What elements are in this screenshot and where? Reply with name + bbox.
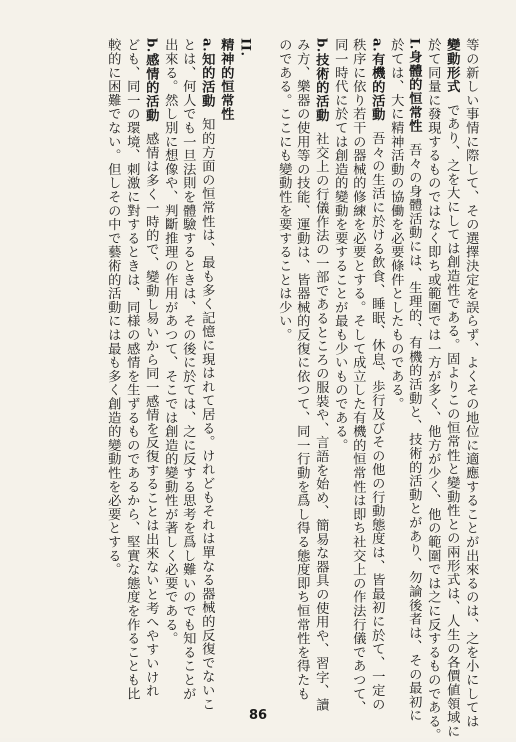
column-text: 較的に困難でない。但しその中で藝術的活動には最も多く創造的變動性を必要とする。: [105, 38, 121, 577]
column-text: 等の新しい事情に際して、その選擇決定を誤らず、よくその地位に適應することが出來るのは、之を小にしては: [463, 38, 479, 728]
column-text: 社交上の行儀作法の一部であるところの服裝や、言語を始め、簡易な器具の使用や、習字、讀: [313, 131, 329, 712]
section-heading: a.有機的活動: [369, 38, 385, 122]
column-text: とは、何人でも一旦法則を體驗するときは、その後に於ては、之に反する思考を爲し難いのでも知ることが: [180, 38, 196, 701]
text-column: [425, 38, 441, 742]
column-text: 出來る。然し別に想像や、判斷推理の作用があつて、そこでは創造的變動性が著しく必要である。: [162, 38, 178, 646]
text-column: [143, 38, 159, 698]
section-heading: 變動形式: [444, 38, 460, 94]
text-column: [199, 38, 215, 711]
text-column: [406, 38, 422, 723]
column-text: であり、之を大にしては創造性である。固よりこの恒常性と變動性との兩形式は、人生の各價値領域に: [444, 103, 460, 739]
text-column: [294, 38, 310, 701]
column-text: 於ては、大に精神活動の協働を必要條件としたものである。: [388, 38, 404, 411]
section-heading: I.身體的恒常性: [406, 38, 422, 133]
column-text: 秩序に依り若干の器械的修練を必要とする。そして成立した有機的恒常性は即ち社交上の作法行儀であつて、: [350, 38, 366, 715]
text-column: [463, 38, 479, 728]
text-column: [277, 38, 290, 688]
column-text: 於て同量に發現するものではなく即ち或範圍では一方が多く、他方が少く、他の範圍では之に反するものである。: [425, 38, 441, 742]
text-column: [124, 38, 140, 701]
section-heading: a.知的活動: [199, 38, 215, 108]
column-text: のである。ここにも變動性を要することは少い。: [276, 38, 292, 342]
text-column: [350, 38, 366, 715]
text-column: [333, 38, 346, 688]
section-heading: II.: [237, 38, 253, 57]
section-heading: 精神的恒常性: [218, 38, 234, 121]
text-column: [313, 38, 329, 712]
column-text: み方、樂器の使用等の技能、運動は、皆器械的反復に依つて、同一行動を爲し得る態度即ち恒常性を得たも: [294, 38, 310, 701]
column-text: ども、同一の環境、刺激に對するときは、同様の感情を生ずるものであるから、堅實な態度を作ることも比: [124, 38, 140, 701]
text-column: [369, 38, 385, 711]
text-column: [106, 38, 119, 688]
column-text: 知的方面の恒常性は、最も多く記憶に現はれて居る。けれどもそれは單なる器械的反復でないこ: [199, 117, 215, 711]
section-heading: b.技術的活動: [313, 38, 329, 122]
column-text: 吾々の生活に於ける飲食、睡眠、休息、歩行及びその他の行動態度は、皆最初に於て、一定の: [369, 131, 385, 711]
text-column: [219, 38, 232, 688]
text-column: [180, 38, 196, 701]
text-column: [444, 38, 460, 739]
column-text: 感情は多く一時的で、變動し易いから同一感情を反復することは出來ないと考へやすいけれ: [143, 131, 159, 698]
text-column: [389, 38, 402, 688]
column-text: 同一時代に於ては創造的變動を要することが最も少いものである。: [332, 38, 348, 452]
page-number: 86: [248, 708, 268, 723]
column-text: 吾々の身體活動には、生理的、有機的活動と、技術的活動とがあり、勿論後者は、その最初に: [406, 142, 422, 723]
section-heading: b.感情的活動: [143, 38, 159, 122]
text-column: [238, 38, 251, 688]
text-column: [163, 38, 176, 688]
